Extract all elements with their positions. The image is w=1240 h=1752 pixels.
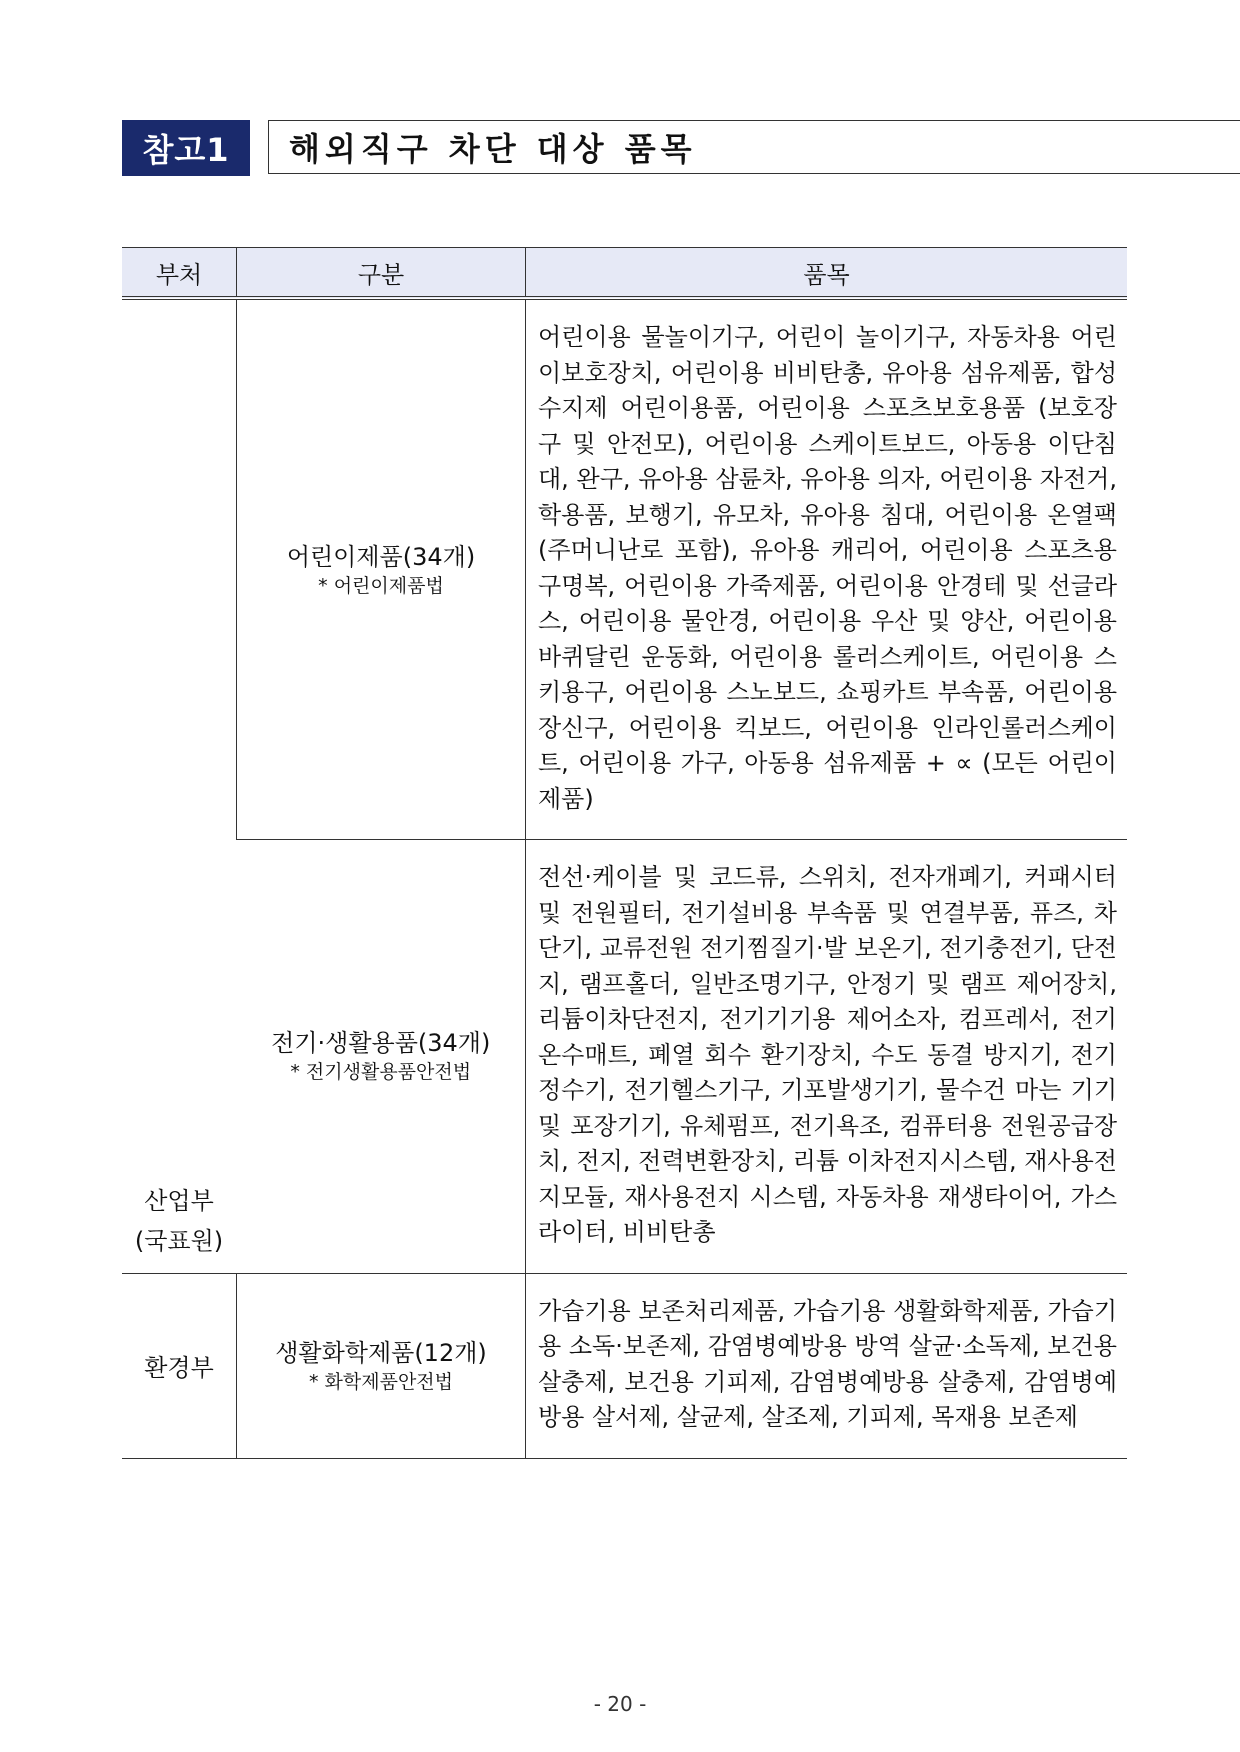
column-header-dept: 부처 <box>122 248 237 299</box>
category-cell <box>237 1273 526 1458</box>
section-header <box>122 120 1130 176</box>
items-cell: 가습기용 보존처리제품, 가습기용 생활화학제품, 가습기용 소독·보존제, 감염병예방용 방역 살균·소독제, 보건용 살충제, 보건용 기피제, 감염병예방용 살충제, 감염병예방용 살서제, 살균제, 살조제, 기피제, 목재용 보존제 <box>526 1273 1128 1458</box>
table-header-row <box>122 248 1127 299</box>
dept-name: 산업부 (국표원) <box>134 1186 224 1255</box>
table-row <box>122 1273 1127 1458</box>
page-title: 해외직구 차단 대상 품목 <box>268 120 1240 174</box>
category-cell <box>237 840 526 1274</box>
column-header-category: 구분 <box>237 248 526 299</box>
items-cell: 어린이용 물놀이기구, 어린이 놀이기구, 자동차용 어린이보호장치, 어린이용 비비탄총, 유아용 섬유제품, 합성수지제 어린이용품, 어린이용 스포츠보호용품 (보호장구 및 안전모), 어린이용 스케이트보드, 아동용 이단침대, 완구, 유아용 삼륜차, 유아용 의자, 어린이용 자전거, 학용품, 보행기, 유모차, 유아용 침대, 어린이용 온열팩(주머니난로 포함), 유아용 캐리어, 어린이용 스포츠용구명복, 어린이용 가죽제품, 어린이용 안경테 및 선글라스, 어린이용 물안경, 어린이용 우산 및 양산, 어린이용 바퀴달린 운동화, 어린이용 롤러스케이트, 어린이용 스키용구, 어린이용 스노보드, 쇼핑카트 부속품, 어린이용 장신구, 어린이용 킥보드, 어린이용 인라인롤러스케이트, 어린이용 가구, 아동용 섬유제품 + ∝ (모든 어린이제품) <box>526 298 1128 840</box>
column-header-items: 품목 <box>526 248 1128 299</box>
reference-badge: 참고1 <box>122 120 250 176</box>
category-law-note: * 전기생활용품안전법 <box>290 1061 472 1084</box>
category-cell <box>237 298 526 840</box>
table-row <box>122 298 1127 840</box>
items-cell: 전선·케이블 및 코드류, 스위치, 전자개폐기, 커패시터 및 전원필터, 전기설비용 부속품 및 연결부품, 퓨즈, 차단기, 교류전원 전기찜질기·발 보온기, 전기충전기, 단전지, 램프홀더, 일반조명기구, 안정기 및 램프 제어장치, 리튬이차단전지, 전기기기용 제어소자, 컴프레서, 전기온수매트, 폐열 회수 환기장치, 수도 동결 방지기, 전기정수기, 전기헬스기구, 기포발생기기, 물수건 마는 기기 및 포장기기, 유체펌프, 전기욕조, 컴퓨터용 전원공급장치, 전지, 전력변환장치, 리튬 이차전지시스템, 재사용전지모듈, 재사용전지 시스템, 자동차용 재생타이어, 가스라이터, 비비탄총 <box>526 840 1128 1274</box>
table-row <box>122 840 1127 1274</box>
dept-name: 환경부 <box>144 1354 214 1382</box>
category-law-note: * 어린이제품법 <box>318 574 444 597</box>
dept-cell-industry <box>122 298 237 1273</box>
blocked-items-table <box>122 247 1127 1459</box>
category-law-note: * 화학제품안전법 <box>308 1370 454 1393</box>
category-name: 전기·생활용품(34개) <box>271 1029 491 1058</box>
category-name: 생활화학제품(12개) <box>275 1338 487 1367</box>
category-name: 어린이제품(34개) <box>286 542 476 571</box>
dept-cell-environment <box>122 1273 237 1458</box>
page-number: - 20 - <box>593 1692 647 1716</box>
